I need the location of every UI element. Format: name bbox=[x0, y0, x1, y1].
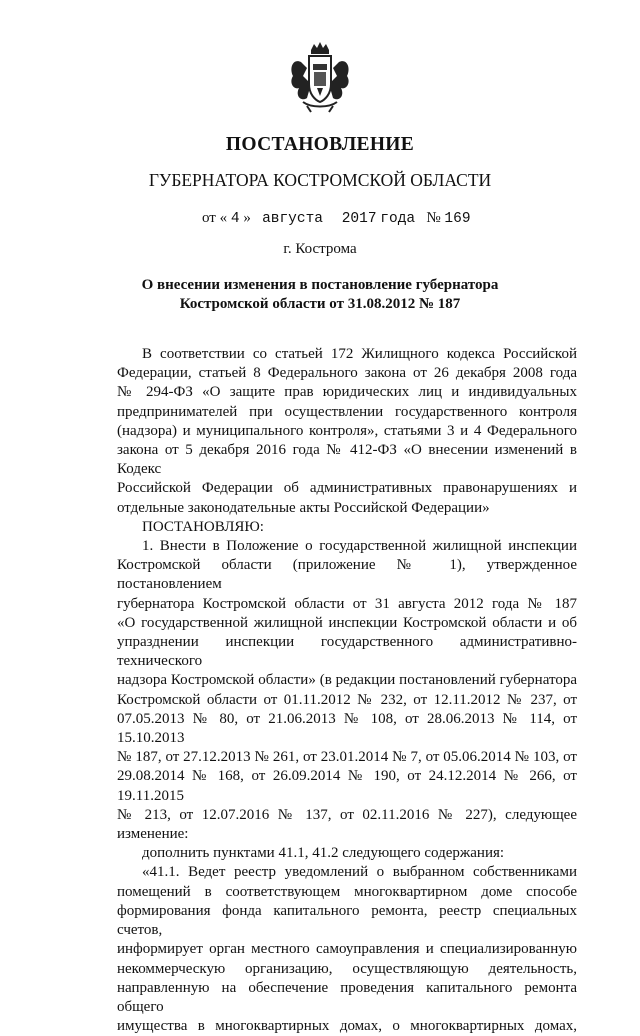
document-title: ПОСТАНОВЛЕНИЕ bbox=[225, 134, 415, 155]
body-line: 07.05.2013 № 80, от 21.06.2013 № 108, от 28.06.2013 № 114, от 15.10.2013 bbox=[117, 710, 577, 747]
body-line: упразднении инспекции государственного административно-технического bbox=[117, 634, 577, 670]
heading-line: О внесении изменения в постановление губернатора bbox=[141, 277, 499, 293]
body-line: «О государственной жилищной инспекции Костромской области и об bbox=[117, 614, 577, 631]
body-line: «41.1. Ведет реестр уведомлений о выбранном собственниками bbox=[142, 864, 577, 881]
body-line: дополнить пунктами 41.1, 41.2 следующего содержания: bbox=[142, 845, 505, 862]
date-close: » bbox=[243, 210, 251, 226]
document-number: 169 bbox=[444, 211, 471, 227]
body-line: имущества в многоквартирных домах, о многоквартирных домах, bbox=[117, 1018, 577, 1035]
date-month: августа bbox=[262, 211, 323, 227]
body-line: предпринимателей при осуществлении государственного контроля bbox=[117, 403, 577, 420]
body-line: Костромской области (приложение № 1), утвержденное постановлением bbox=[117, 557, 577, 593]
heading-line: Костромской области от 31.08.2012 № 187 bbox=[179, 296, 461, 312]
body-line: № 213, от 12.07.2016 № 137, от 02.11.2016 № 227), следующее изменение: bbox=[117, 806, 577, 843]
body-line: ПОСТАНОВЛЯЮ: bbox=[142, 518, 264, 535]
date-day: 4 bbox=[230, 211, 240, 227]
body-line: № 187, от 27.12.2013 № 261, от 23.01.2014 № 7, от 05.06.2014 № 103, от bbox=[117, 749, 577, 766]
issuer-line: ГУБЕРНАТОРА КОСТРОМСКОЙ ОБЛАСТИ bbox=[148, 170, 492, 190]
document-body bbox=[117, 345, 577, 1036]
date-and-number-line bbox=[202, 210, 471, 227]
date-year: 2017 bbox=[341, 211, 377, 227]
body-line: Российской Федерации об административных правонарушениях и bbox=[117, 480, 577, 497]
issue-city: г. Кострома bbox=[283, 241, 357, 257]
body-line: направленную на обеспечение проведения капитального ремонта общего bbox=[117, 979, 577, 1015]
number-sign: № bbox=[426, 210, 441, 226]
body-line: Федерации, статьей 8 Федерального закона от 26 декабря 2008 года bbox=[117, 365, 577, 382]
body-line: надзора Костромской области» (в редакции постановлений губернатора bbox=[117, 672, 577, 689]
body-line: формирования фонда капитального ремонта, реестр специальных счетов, bbox=[117, 902, 577, 939]
body-line: информирует орган местного самоуправления и специализированную bbox=[117, 941, 577, 958]
body-line: губернатора Костромской области от 31 августа 2012 года № 187 bbox=[117, 595, 577, 612]
body-line: помещений в соответствующем многоквартирном доме способе bbox=[117, 883, 577, 900]
document-heading bbox=[120, 276, 520, 314]
date-prefix: от « bbox=[202, 210, 228, 226]
body-line: некоммерческую организацию, осуществляющую деятельность, bbox=[117, 960, 577, 977]
body-line: 29.08.2014 № 168, от 26.09.2014 № 190, от 24.12.2014 № 266, от 19.11.2015 bbox=[117, 768, 577, 804]
body-line: 1. Внести в Положение о государственной жилищной инспекции bbox=[142, 538, 577, 555]
body-line: № 294-ФЗ «О защите прав юридических лиц и индивидуальных bbox=[117, 384, 577, 401]
body-line: (надзора) и муниципального контроля», статьями 3 и 4 Федерального bbox=[117, 422, 577, 439]
body-line: Костромской области от 01.11.2012 № 232, от 12.11.2012 № 237, от bbox=[117, 691, 577, 708]
body-line: отдельные законодательные акты Российской Федерации» bbox=[117, 499, 490, 516]
coat-of-arms-emblem bbox=[287, 40, 353, 114]
body-line: В соответствии со статьей 172 Жилищного кодекса Российской bbox=[142, 346, 577, 362]
body-line: закона от 5 декабря 2016 года № 412-ФЗ «О внесении изменений в Кодекс bbox=[117, 442, 577, 478]
date-year-word: года bbox=[380, 211, 416, 227]
